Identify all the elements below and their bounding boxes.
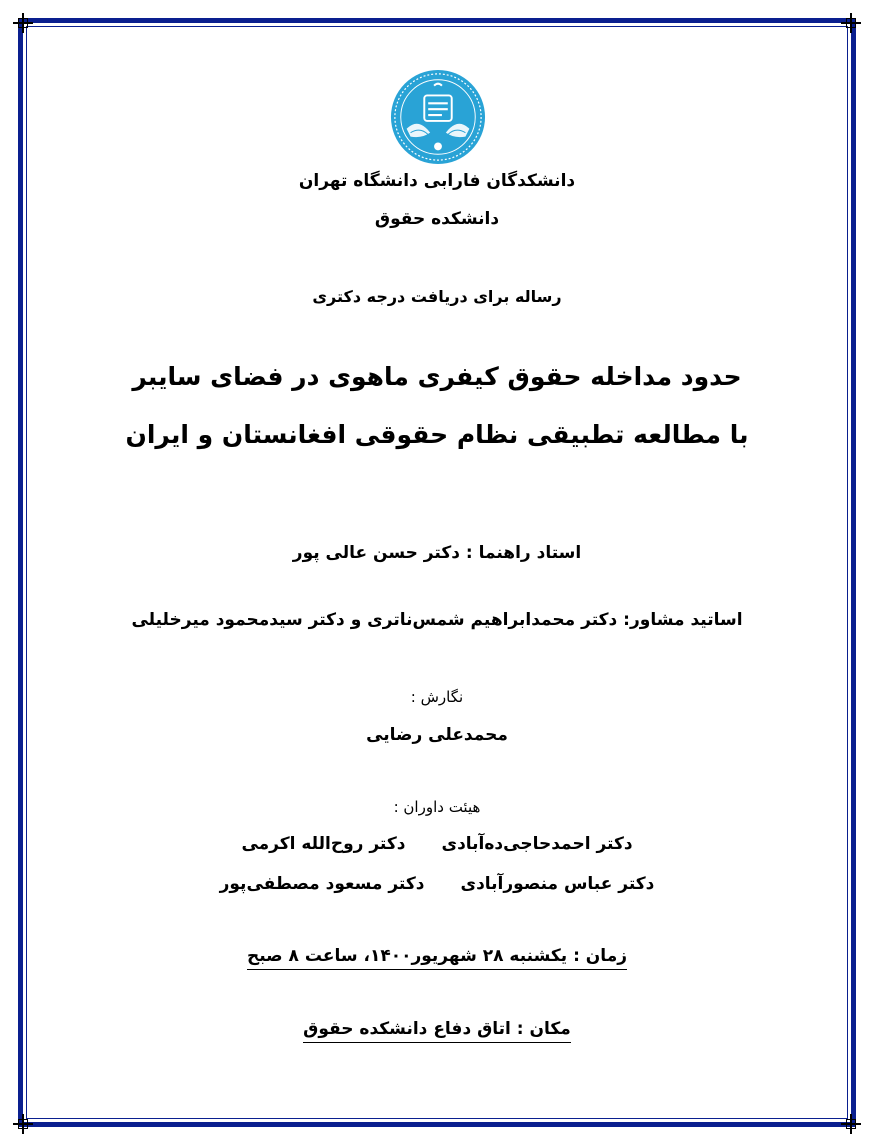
school-name: دانشکده حقوق [374, 209, 500, 229]
advisors: اساتید مشاور: دکتر محمدابراهیم شمس‌ناتری و دکتر سیدمحمود میرخلیلی [131, 610, 743, 630]
thesis-title-line-1: حدود مداخله حقوق کیفری ماهوی در فضای سایبر [132, 362, 742, 391]
writer-name: محمدعلی رضایی [366, 725, 508, 745]
degree-statement: رساله برای دریافت درجه دکتری [312, 287, 562, 306]
corner-ornament [13, 13, 33, 33]
jury-row [0, 834, 874, 854]
jury-row [0, 874, 874, 894]
corner-ornament [13, 1114, 33, 1134]
supervisor: استاد راهنما : دکتر حسن عالی پور [292, 543, 582, 563]
jury-member: دکتر روح‌الله اکرمی [241, 834, 406, 854]
corner-ornament [841, 13, 861, 33]
writer-label: نگارش : [410, 688, 464, 706]
corner-ornament [841, 1114, 861, 1134]
jury-label: هیئت داوران : [393, 798, 481, 816]
defense-time-row [0, 946, 874, 966]
jury-member: دکتر احمدحاجی‌ده‌آبادی [441, 834, 633, 854]
jury-member: دکتر عباس منصورآبادی [460, 874, 655, 894]
faculty-name: دانشکدگان فارابی دانشگاه تهران [298, 171, 576, 191]
jury-member: دکتر مسعود مصطفی‌پور [219, 874, 425, 894]
defense-place-row [0, 1019, 874, 1039]
university-of-tehran-logo [389, 68, 487, 166]
defense-place: مکان : اتاق دفاع دانشکده حقوق [303, 1019, 571, 1043]
defense-time: زمان : یکشنبه ۲۸ شهریور۱۴۰۰، ساعت ۸ صبح [247, 946, 627, 970]
thesis-title-line-2: با مطالعه تطبیقی نظام حقوقی افغانستان و ایران [125, 420, 749, 449]
